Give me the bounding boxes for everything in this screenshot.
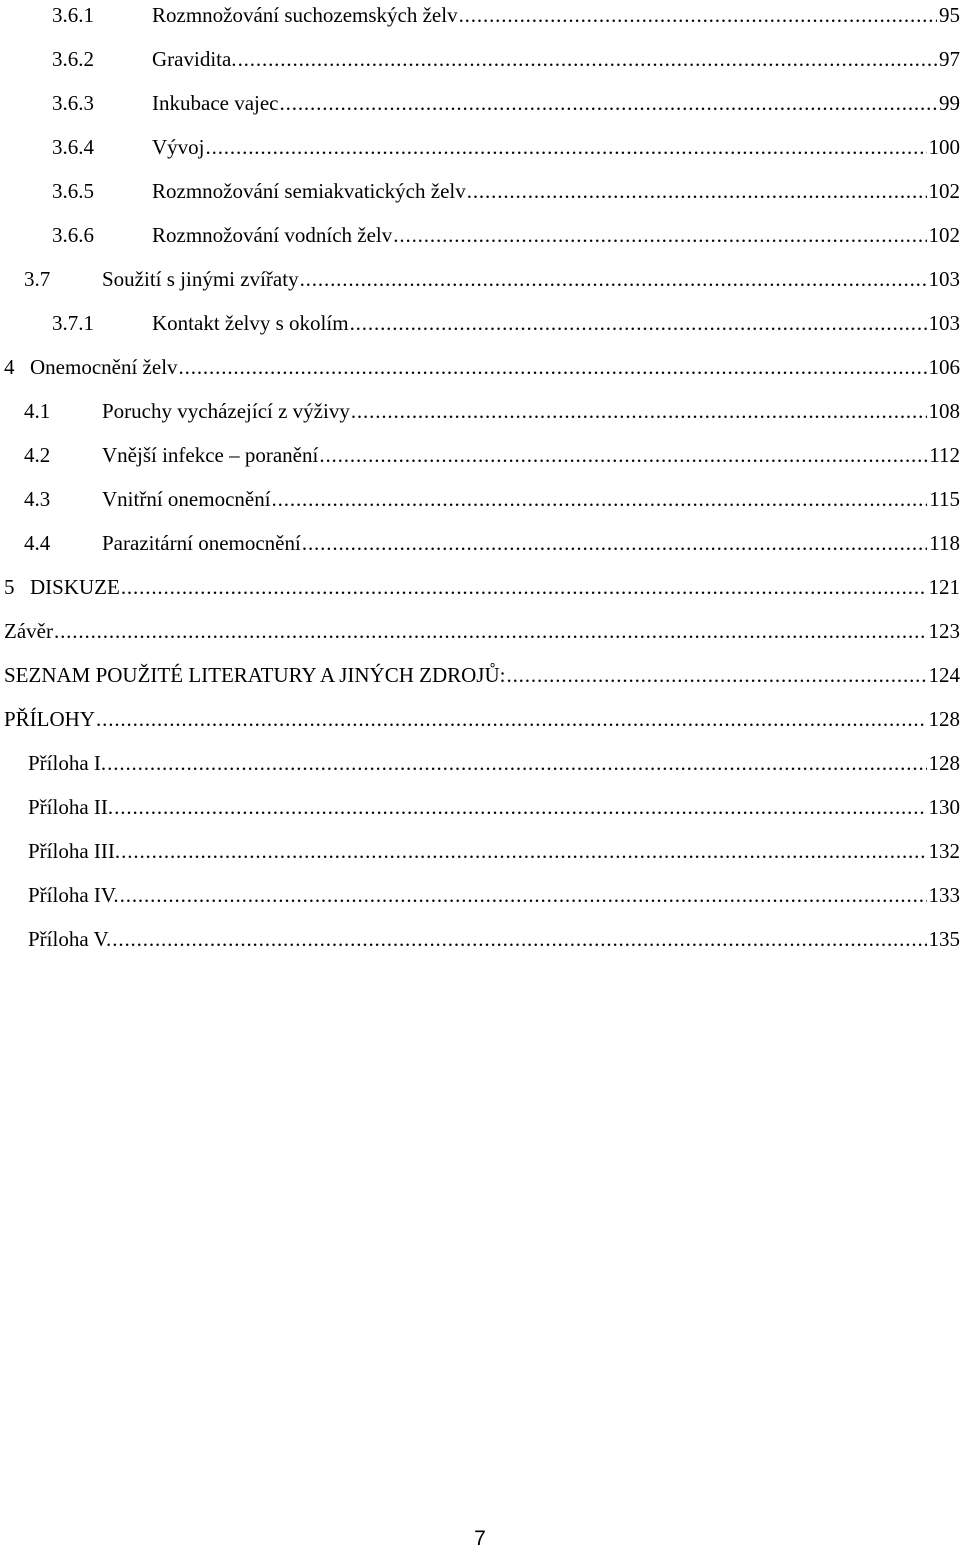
- toc-entry[interactable]: [4, 0, 960, 30]
- toc-leader-dots: [179, 352, 927, 382]
- toc-entry-page: 103: [929, 308, 960, 338]
- toc-entry-title: Poruchy vycházející z výživy: [102, 396, 350, 426]
- toc-entry-page: 95: [939, 0, 960, 30]
- toc-entry[interactable]: [4, 220, 960, 250]
- toc-entry[interactable]: [4, 616, 960, 646]
- toc-leader-dots: [114, 792, 926, 822]
- toc-leader-dots: [467, 176, 927, 206]
- toc-entry[interactable]: [4, 572, 960, 602]
- toc-entry-page: 99: [939, 88, 960, 118]
- toc-entry[interactable]: [4, 660, 960, 690]
- toc-entry-page: 97: [939, 44, 960, 74]
- toc-entry-title: Inkubace vajec: [152, 88, 279, 118]
- toc-entry-page: 124: [929, 660, 960, 690]
- toc-entry-title: Příloha III.: [28, 836, 120, 866]
- toc-leader-dots: [506, 660, 926, 690]
- toc-entry-number: 3.6.4: [52, 132, 100, 162]
- toc-entry-title: SEZNAM POUŽITÉ LITERATURY A JINÝCH ZDROJŮ:: [4, 660, 505, 690]
- toc-entry[interactable]: [4, 792, 960, 822]
- toc-entry[interactable]: [4, 924, 960, 954]
- toc-entry[interactable]: [4, 308, 960, 338]
- toc-entry-title: Gravidita.: [152, 44, 237, 74]
- toc-entry-title: Závěr: [4, 616, 53, 646]
- toc-leader-dots: [350, 308, 927, 338]
- toc-entry[interactable]: [4, 880, 960, 910]
- toc-entry[interactable]: [4, 88, 960, 118]
- toc-entry[interactable]: [4, 484, 960, 514]
- page-number: 7: [0, 1524, 960, 1554]
- toc-entry-number: 3.6.2: [52, 44, 100, 74]
- toc-entry-page: 123: [929, 616, 960, 646]
- toc-entry-title: DISKUZE: [30, 572, 120, 602]
- toc-leader-dots: [96, 704, 926, 734]
- toc-entry-page: 121: [929, 572, 960, 602]
- toc-leader-dots: [120, 880, 927, 910]
- toc-entry-number: 4.3: [24, 484, 72, 514]
- toc-entry-title: Vývoj: [152, 132, 205, 162]
- toc-leader-dots: [121, 836, 926, 866]
- toc-entry-title: Vnější infekce – poranění: [102, 440, 318, 470]
- toc-entry[interactable]: [4, 352, 960, 382]
- toc-leader-dots: [54, 616, 927, 646]
- toc-entry-number: 4: [4, 352, 30, 382]
- toc-entry-number: 3.6.3: [52, 88, 100, 118]
- toc-leader-dots: [272, 484, 928, 514]
- toc-entry-page: 102: [929, 220, 960, 250]
- toc-entry-title: Příloha I.: [28, 748, 106, 778]
- toc-leader-dots: [206, 132, 927, 162]
- toc-entry-page: 115: [929, 484, 960, 514]
- toc-entry-title: Příloha V.: [28, 924, 111, 954]
- toc-entry-title: Onemocnění želv: [30, 352, 178, 382]
- toc-entry-number: 3.7.1: [52, 308, 100, 338]
- toc-entry-number: 3.6.5: [52, 176, 100, 206]
- toc-entry-page: 130: [929, 792, 960, 822]
- toc-entry[interactable]: [4, 176, 960, 206]
- toc-leader-dots: [121, 572, 927, 602]
- toc-entry-number: 4.2: [24, 440, 72, 470]
- toc-entry-page: 128: [929, 704, 960, 734]
- toc-entry[interactable]: [4, 704, 960, 734]
- toc-entry[interactable]: [4, 264, 960, 294]
- toc-entry-title: Parazitární onemocnění: [102, 528, 301, 558]
- toc-leader-dots: [351, 396, 927, 426]
- toc-entry[interactable]: [4, 528, 960, 558]
- toc-entry-title: Soužití s jinými zvířaty: [102, 264, 299, 294]
- toc-leader-dots: [319, 440, 927, 470]
- toc-entry-number: 4.1: [24, 396, 72, 426]
- toc-entry-title: Rozmnožování suchozemských želv: [152, 0, 458, 30]
- toc-leader-dots: [280, 88, 937, 118]
- toc-entry-page: 108: [929, 396, 960, 426]
- toc-leader-dots: [238, 44, 937, 74]
- toc-leader-dots: [112, 924, 926, 954]
- toc-entry-page: 133: [929, 880, 960, 910]
- toc-entry-title: Příloha II.: [28, 792, 113, 822]
- toc-entry-number: 4.4: [24, 528, 72, 558]
- toc-entry-page: 100: [929, 132, 960, 162]
- toc-leader-dots: [300, 264, 927, 294]
- toc-entry-number: 3.7: [24, 264, 72, 294]
- toc-entry-page: 135: [929, 924, 960, 954]
- toc-entry-page: 102: [929, 176, 960, 206]
- toc-entry-title: Kontakt želvy s okolím: [152, 308, 349, 338]
- toc-entry-page: 118: [929, 528, 960, 558]
- toc-entry-title: PŘÍLOHY: [4, 704, 95, 734]
- toc-entry-page: 132: [929, 836, 960, 866]
- toc-leader-dots: [459, 0, 937, 30]
- toc-entry[interactable]: [4, 836, 960, 866]
- toc-leader-dots: [393, 220, 926, 250]
- toc-entry-title: Vnitřní onemocnění: [102, 484, 271, 514]
- toc-entry-title: Rozmnožování vodních želv: [152, 220, 392, 250]
- toc-entry-number: 5: [4, 572, 30, 602]
- toc-leader-dots: [302, 528, 927, 558]
- toc-entry-title: Rozmnožování semiakvatických želv: [152, 176, 466, 206]
- toc-entry[interactable]: [4, 748, 960, 778]
- toc-entry-title: Příloha IV.: [28, 880, 119, 910]
- toc-entry-page: 128: [929, 748, 960, 778]
- toc-entry-page: 112: [929, 440, 960, 470]
- toc-entry-number: 3.6.1: [52, 0, 100, 30]
- toc-entry-page: 103: [929, 264, 960, 294]
- toc-entry[interactable]: [4, 396, 960, 426]
- toc-entry[interactable]: [4, 44, 960, 74]
- toc-entry[interactable]: [4, 132, 960, 162]
- toc-leader-dots: [107, 748, 926, 778]
- toc-entry-number: 3.6.6: [52, 220, 100, 250]
- toc-entry[interactable]: [4, 440, 960, 470]
- toc-entry-page: 106: [929, 352, 960, 382]
